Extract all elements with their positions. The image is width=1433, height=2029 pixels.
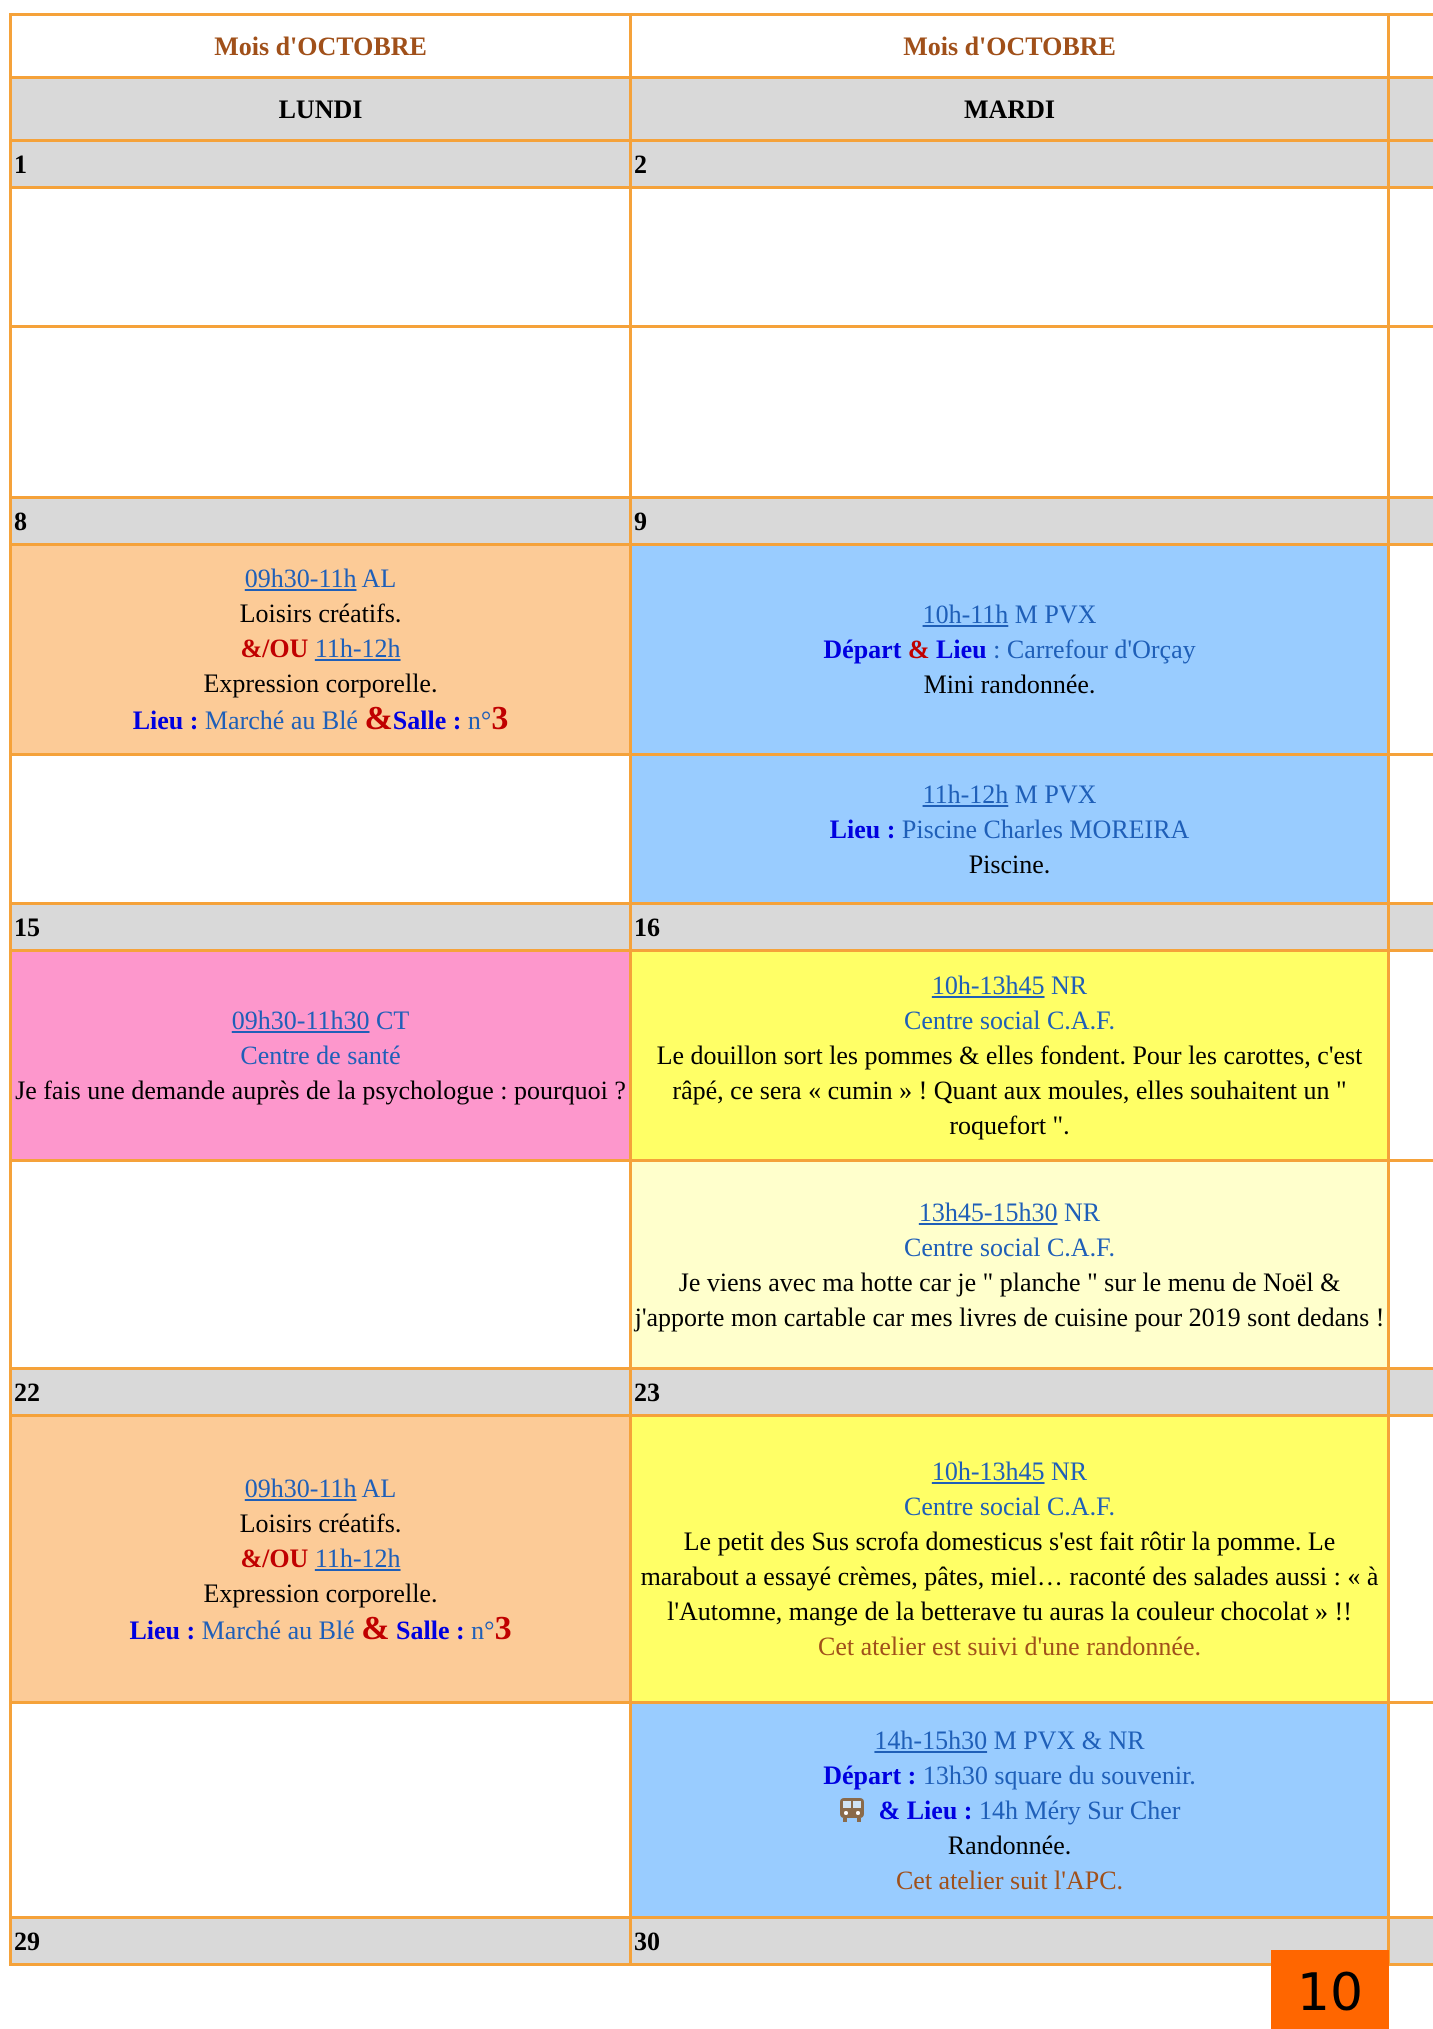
event-loisirs-creatifs — [11, 1416, 631, 1703]
lieu-label: Lieu : — [906, 1795, 973, 1825]
week-4-slot-a — [11, 1416, 1433, 1703]
lieu-value: Piscine Charles MOREIRA — [895, 814, 1190, 844]
empty-cell — [1389, 951, 1433, 1161]
event-note: Cet atelier suit l'APC. — [895, 1865, 1124, 1895]
depart-label: Départ : — [823, 1760, 917, 1790]
empty-cell — [11, 188, 631, 327]
date-next — [1389, 1918, 1433, 1965]
empty-cell — [1389, 327, 1433, 498]
salle-number: 3 — [491, 700, 509, 737]
week-3-slot-a — [11, 951, 1433, 1161]
event-activity: Mini randonnée. — [923, 670, 1096, 699]
empty-cell — [11, 327, 631, 498]
event-code: AL — [356, 564, 397, 593]
event-code: M PVX & NR — [987, 1725, 1145, 1755]
event-loisirs-creatifs — [11, 545, 631, 755]
empty-cell — [631, 188, 1389, 327]
empty-cell — [1389, 1703, 1433, 1918]
event-code: AL — [356, 1473, 397, 1503]
week-1-date-row — [11, 141, 1433, 188]
date-lundi: 8 — [11, 498, 631, 545]
or-label: &/OU — [240, 1543, 309, 1573]
event-description: Je fais une demande auprès de la psychologue : pourquoi ? — [15, 1076, 626, 1105]
day-name-mardi: MARDI — [631, 78, 1389, 141]
week-3-slot-b — [11, 1161, 1433, 1369]
empty-cell — [11, 1703, 631, 1918]
page-number-badge: 10 — [1271, 1950, 1389, 2029]
event-mini-randonnee — [631, 545, 1389, 755]
week-1-slot-a — [11, 188, 1433, 327]
date-next — [1389, 904, 1433, 951]
bus-icon — [839, 1798, 865, 1822]
amp-label: & — [901, 635, 937, 664]
event-activity2: Expression corporelle. — [203, 1578, 438, 1608]
date-mardi: 9 — [631, 498, 1389, 545]
date-mardi: 16 — [631, 904, 1389, 951]
week-2-date-row — [11, 498, 1433, 545]
date-mardi: 2 — [631, 141, 1389, 188]
event-place: Centre social C.A.F. — [904, 1492, 1115, 1521]
event-centre-de-sante — [11, 951, 631, 1161]
date-mardi: 23 — [631, 1369, 1389, 1416]
event-code: M PVX — [1008, 779, 1097, 809]
event-activity2: Expression corporelle. — [203, 669, 438, 698]
lieu-label: Lieu : — [829, 814, 896, 844]
event-time-link[interactable]: 11h-12h — [922, 779, 1009, 809]
event-time-link[interactable]: 09h30-11h30 — [231, 1006, 370, 1035]
event-place: Centre social C.A.F. — [904, 1006, 1115, 1035]
week-4-slot-b — [11, 1703, 1433, 1918]
or-label: &/OU — [240, 634, 309, 663]
lieu-value: 14h Méry Sur Cher — [972, 1795, 1181, 1825]
date-lundi: 15 — [11, 904, 631, 951]
event-time-link[interactable]: 09h30-11h — [244, 564, 357, 593]
event-note: Cet atelier est suivi d'une randonnée. — [817, 1632, 1201, 1661]
week-2-slot-a — [11, 545, 1433, 755]
lieu-value: : Carrefour d'Orçay — [986, 635, 1196, 664]
date-lundi: 22 — [11, 1369, 631, 1416]
event-code: M PVX — [1008, 600, 1097, 629]
month-title-lundi: Mois d'OCTOBRE — [11, 15, 631, 78]
salle-amp: & — [364, 700, 393, 737]
event-piscine — [631, 755, 1389, 904]
date-lundi: 1 — [11, 141, 631, 188]
empty-cell — [11, 1161, 631, 1369]
salle-number: 3 — [494, 1609, 512, 1647]
event-time-link[interactable]: 09h30-11h — [244, 1473, 357, 1503]
week-5-date-row — [11, 1918, 1433, 1965]
depart-value: 13h30 square du souvenir. — [916, 1760, 1196, 1790]
date-next — [1389, 1369, 1433, 1416]
empty-cell — [1389, 1161, 1433, 1369]
event-place: Centre de santé — [240, 1041, 401, 1070]
event-activity: Loisirs créatifs. — [239, 1508, 402, 1538]
event-time-link[interactable]: 10h-13h45 — [931, 1457, 1045, 1486]
dayname-row — [11, 78, 1433, 141]
week-3-date-row — [11, 904, 1433, 951]
event-activity: Randonnée. — [947, 1830, 1072, 1860]
event-code: CT — [369, 1006, 410, 1035]
empty-cell — [1389, 755, 1433, 904]
calendar-table — [9, 13, 1433, 1966]
event-time-link[interactable]: 13h45-15h30 — [918, 1197, 1058, 1227]
event-description: Je viens avec ma hotte car je " planche " sur le menu de Noël & j'apporte mon cartable car mes livres de cuisine pour 2019 sont dedans ! — [634, 1267, 1385, 1332]
event-time-link[interactable]: 10h-13h45 — [931, 971, 1045, 1000]
event-place: Centre social C.A.F. — [904, 1232, 1115, 1262]
event-time2-link[interactable]: 11h-12h — [314, 634, 401, 663]
event-cuisine-2 — [631, 1161, 1389, 1369]
day-name-next — [1389, 78, 1433, 141]
event-code: NR — [1044, 971, 1088, 1000]
event-cuisine-1 — [631, 951, 1389, 1161]
week-4-date-row — [11, 1369, 1433, 1416]
event-code: NR — [1057, 1197, 1101, 1227]
empty-cell — [1389, 545, 1433, 755]
date-next — [1389, 498, 1433, 545]
event-code: NR — [1044, 1457, 1088, 1486]
event-description: Le douillon sort les pommes & elles fondent. Pour les carottes, c'est râpé, ce sera « cumin » ! Quant aux moules, elles souhaitent un " roquefort ". — [656, 1041, 1363, 1140]
salle-no: n° — [461, 706, 492, 735]
salle-no: n° — [464, 1615, 495, 1645]
lieu-value: Marché au Blé — [198, 706, 365, 735]
empty-cell — [1389, 1416, 1433, 1703]
week-1-slot-b — [11, 327, 1433, 498]
month-header-row — [11, 15, 1433, 78]
lieu-label: Lieu : — [129, 1615, 196, 1645]
day-name-lundi: LUNDI — [11, 78, 631, 141]
depart-label: Départ — [823, 635, 902, 664]
event-description: Le petit des Sus scrofa domesticus s'est fait rôtir la pomme. Le marabout a essayé crèmes, pâtes, miel… raconté des salades aussi : « à l'Automne, mange de la betterave tu auras la couleur chocolat » !! — [640, 1527, 1379, 1626]
empty-cell — [11, 755, 631, 904]
event-activity: Piscine. — [968, 849, 1051, 879]
event-time2-link[interactable]: 11h-12h — [314, 1543, 401, 1573]
salle-label: Salle : — [392, 706, 462, 735]
amp-label: & — [878, 1795, 907, 1825]
event-time-link[interactable]: 10h-11h — [922, 600, 1009, 629]
month-title-mardi: Mois d'OCTOBRE — [631, 15, 1389, 78]
event-time-link[interactable]: 14h-15h30 — [874, 1725, 988, 1755]
empty-cell — [1389, 188, 1433, 327]
date-mardi: 30 — [631, 1918, 1389, 1965]
date-next — [1389, 141, 1433, 188]
event-cuisine-3 — [631, 1416, 1389, 1703]
empty-cell — [631, 327, 1389, 498]
month-title-next — [1389, 15, 1433, 78]
event-activity: Loisirs créatifs. — [239, 599, 402, 628]
salle-label: Salle : — [389, 1615, 465, 1645]
event-randonnee — [631, 1703, 1389, 1918]
salle-amp: & — [361, 1609, 390, 1647]
week-2-slot-b — [11, 755, 1433, 904]
lieu-label: Lieu — [936, 635, 987, 664]
lieu-value: Marché au Blé — [195, 1615, 362, 1645]
date-lundi: 29 — [11, 1918, 631, 1965]
lieu-label: Lieu : — [132, 706, 199, 735]
